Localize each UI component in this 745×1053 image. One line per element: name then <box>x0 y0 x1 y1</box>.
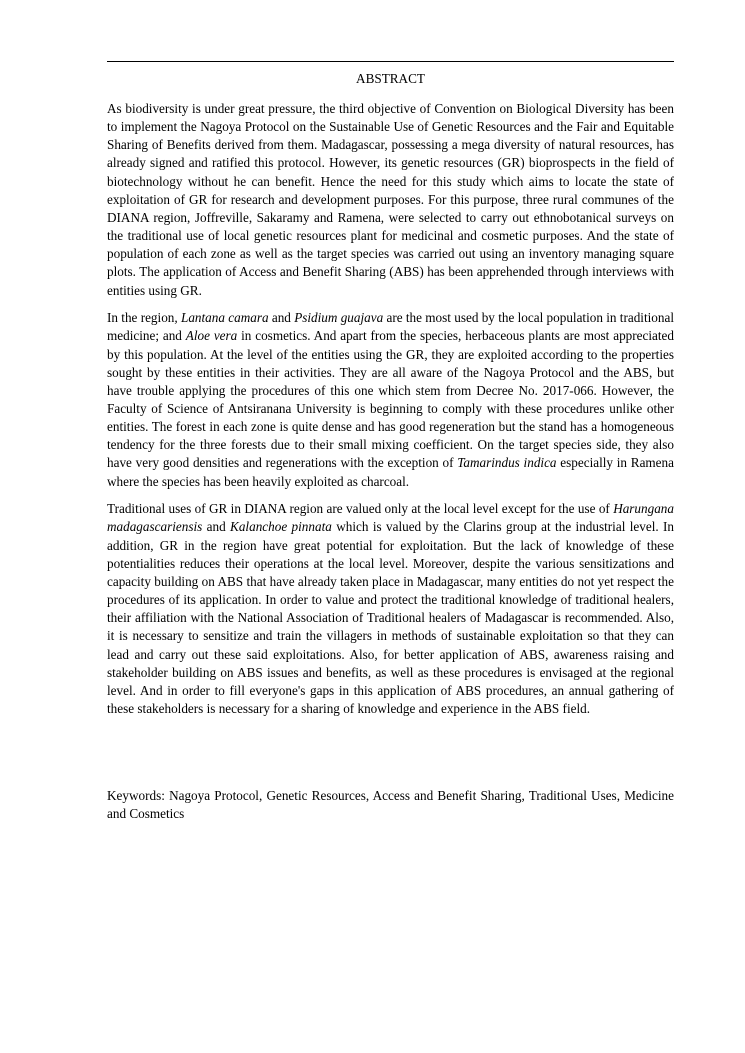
paragraph-text: and <box>202 519 231 535</box>
species-name: Kalanchoe pinnata <box>230 519 332 535</box>
abstract-heading: ABSTRACT <box>356 71 425 86</box>
species-name: Psidium guajava <box>294 310 384 326</box>
header-rule <box>107 61 674 62</box>
abstract-paragraph <box>107 100 674 300</box>
abstract-body <box>107 100 674 728</box>
paragraph-text: As biodiversity is under great pressure, the third objective of Convention on Biological Diversity has been to implement the Nagoya Protocol on the Sustainable Use of Genetic Resources and the Fair and Equitable Sharing of Benefits derived from them. Madagascar, possessing a mega diversity of natural resources, has already signed and ratified this protocol. However, its genetic resources (GR) bioprospects in the field of biotechnology without he can benefit. Hence the need for this study which aims to locate the state of exploitation of GR for research and development purposes. For this purpose, three rural communes of the DIANA region, Joffreville, Sakaramy and Ramena, were selected to carry out ethnobotanical surveys on the traditional use of local genetic resources plant for medicinal and cosmetic purposes. And the state of population of each zone as well as the target species was carried out using an inventory managing square plots. The application of Access and Benefit Sharing (ABS) has been apprehended through interviews with entities using GR. <box>107 101 674 298</box>
paragraph-text: in cosmetics. And apart from the species, herbaceous plants are most appreciated by this population. At the level of the entities using the GR, they are exploited according to the properties sought by these entities in their activities. They are all aware of the Nagoya Protocol and the ABS, but have trouble applying the procedures of this one which stem from Decree No. 2017-066. However, the Faculty of Science of Antsiranana University is beginning to comply with these procedures unlike other entities. The forest in each zone is quite dense and has good regeneration but the stand has a homogeneous tendency for the three forests due to their small mixing coefficient. On the target species side, they also have very good densities and regenerations with the exception of <box>107 328 674 471</box>
paragraph-text: especially in Ramena where the species has been heavily exploited as charcoal. <box>107 455 674 489</box>
species-name: Aloe vera <box>185 328 238 344</box>
keywords-line: Keywords: Nagoya Protocol, Genetic Resources, Access and Benefit Sharing, Traditional Uses, Medicine and Cosmetics <box>107 788 674 822</box>
paragraph-text: Traditional uses of GR in DIANA region are valued only at the local level except for the use of <box>107 501 614 517</box>
paragraph-text: In the region <box>107 310 175 326</box>
species-name: Harungana madagascariensis <box>107 501 674 535</box>
species-name: , Lantana camara <box>174 310 269 326</box>
paragraph-text: which is valued by the Clarins group at the industrial level. In addition, GR in the region have great potential for exploitation. But the lack of knowledge of these potentialities reduces their operations at the local level. Moreover, despite the various sensitizations and capacity building on ABS that have already taken place in Madagascar, many entities do not yet respect the procedures of its application. In order to value and protect the traditional knowledge of traditional healers, their affiliation with the National Association of Traditional healers of Madagascar is recommended. Also, it is necessary to sensitize and train the villagers in methods of sustainable exploitation so that they can lead and carry out these said exploitations. Also, for better application of ABS, awareness raising and stakeholder building on ABS issues and benefits, as well as these procedures is envisaged at the regional level. And in order to fill everyone's gaps in this application of ABS procedures, an annual gathering of these stakeholders is necessary for a sharing of knowledge and experience in the ABS field. <box>107 519 675 716</box>
abstract-paragraph <box>107 500 674 718</box>
species-name: Tamarindus indica <box>457 455 557 471</box>
paragraph-text: and <box>268 310 295 326</box>
abstract-paragraph <box>107 309 674 491</box>
paragraph-text: are the most used by the local population in traditional medicine; and <box>107 310 674 344</box>
